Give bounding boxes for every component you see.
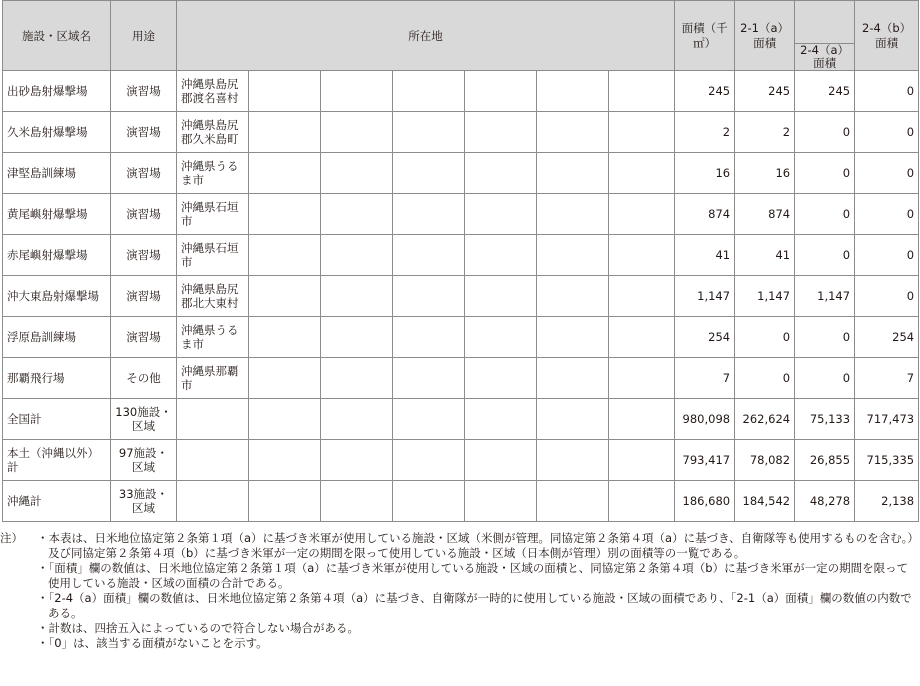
facility-location: 沖縄県島尻郡渡名喜村 [177, 71, 249, 112]
location-blank-cell [465, 481, 537, 522]
location-blank-cell [321, 440, 393, 481]
location-blank-cell [609, 112, 675, 153]
total-row [3, 399, 919, 440]
table-row [3, 194, 919, 235]
facility-name: 久米島射爆撃場 [3, 112, 111, 153]
location-blank-cell [609, 358, 675, 399]
location-blank-cell [321, 235, 393, 276]
location-blank-cell [609, 71, 675, 112]
area-2-4b-cell: 715,335 [855, 440, 919, 481]
note-item: ・「面積」欄の数値は、日米地位協定第２条第１項（a）に基づき米軍が使用している施設・区域の面積と、同協定第２条第４項（b）に基づき米軍が一定の期間を限って使用している施設・区域の面積の合計である。 [37, 561, 909, 590]
location-blank-cell [465, 358, 537, 399]
table-row [3, 235, 919, 276]
table-row [3, 153, 919, 194]
area-cell: 1,147 [675, 276, 735, 317]
total-name: 全国計 [3, 399, 111, 440]
facility-name: 那覇飛行場 [3, 358, 111, 399]
location-blank-cell [393, 317, 465, 358]
header-2-4a [795, 44, 855, 71]
total-count: 130施設・区域 [111, 399, 177, 440]
facility-use: 演習場 [111, 153, 177, 194]
location-blank-cell [609, 481, 675, 522]
location-blank-cell [609, 440, 675, 481]
header-2-4a-area: 面積 [813, 56, 837, 71]
facility-use: 演習場 [111, 317, 177, 358]
location-blank-cell [537, 153, 609, 194]
facility-use: 演習場 [111, 71, 177, 112]
location-blank-cell [249, 235, 321, 276]
total-row [3, 440, 919, 481]
facility-name: 黄尾嶼射爆撃場 [3, 194, 111, 235]
location-blank-cell [609, 399, 675, 440]
area-2-4a-cell: 48,278 [795, 481, 855, 522]
table-body [3, 71, 919, 522]
location-blank-cell [321, 112, 393, 153]
note-item: ・「0」は、該当する面積がないことを示す。 [37, 636, 268, 650]
location-blank-cell [249, 112, 321, 153]
area-2-1a-cell: 262,624 [735, 399, 795, 440]
notes [0, 531, 918, 651]
location-blank-cell [537, 440, 609, 481]
area-cell: 245 [675, 71, 735, 112]
header-2-1a-area: 面積 [753, 35, 777, 50]
location-blank-cell [321, 317, 393, 358]
location-blank-cell [321, 399, 393, 440]
location-blank-cell [609, 194, 675, 235]
area-cell: 793,417 [675, 440, 735, 481]
location-blank-cell [321, 481, 393, 522]
area-cell: 16 [675, 153, 735, 194]
area-2-4b-cell: 717,473 [855, 399, 919, 440]
location-blank-cell [537, 112, 609, 153]
location-blank-cell [537, 235, 609, 276]
facility-use: 演習場 [111, 112, 177, 153]
area-cell: 41 [675, 235, 735, 276]
facility-location: 沖縄県那覇市 [177, 358, 249, 399]
area-cell: 980,098 [675, 399, 735, 440]
location-blank-cell [609, 153, 675, 194]
location-blank-cell [177, 440, 249, 481]
location-blank-cell [393, 399, 465, 440]
location-blank-cell [393, 112, 465, 153]
location-blank-cell [393, 276, 465, 317]
area-2-4a-cell: 75,133 [795, 399, 855, 440]
area-2-1a-cell: 2 [735, 112, 795, 153]
area-2-4a-cell: 0 [795, 317, 855, 358]
location-blank-cell [321, 276, 393, 317]
facility-location: 沖縄県うるま市 [177, 153, 249, 194]
location-blank-cell [393, 153, 465, 194]
header-2-1a [735, 1, 795, 71]
header-2-4a-label: 2-4（a） [800, 43, 849, 57]
facility-name: 出砂島射爆撃場 [3, 71, 111, 112]
area-2-4a-cell: 26,855 [795, 440, 855, 481]
area-2-1a-cell: 78,082 [735, 440, 795, 481]
facility-name: 赤尾嶼射爆撃場 [3, 235, 111, 276]
location-blank-cell [465, 317, 537, 358]
location-blank-cell [609, 276, 675, 317]
area-cell: 874 [675, 194, 735, 235]
facility-name: 浮原島訓練場 [3, 317, 111, 358]
location-blank-cell [249, 440, 321, 481]
area-2-4a-cell: 0 [795, 235, 855, 276]
note-item: ・計数は、四捨五入によっているので符合しない場合がある。 [37, 621, 359, 635]
location-blank-cell [537, 317, 609, 358]
location-blank-cell [177, 481, 249, 522]
area-2-4a-cell: 0 [795, 358, 855, 399]
location-blank-cell [249, 399, 321, 440]
facility-area-table [2, 0, 919, 522]
area-2-1a-cell: 0 [735, 317, 795, 358]
area-2-4b-cell: 0 [855, 276, 919, 317]
note-item: ・本表は、日米地位協定第２条第１項（a）に基づき米軍が使用している施設・区域（米側が管理。同協定第２条第４項（a）に基づき、自衛隊等も使用するものを含む。）及び同協定第２条第４項（b）に基づき米軍が一定の期間を限って使用している施設・区域（日本側が管理）別の面積等の一覧である。 [37, 531, 914, 560]
location-blank-cell [393, 481, 465, 522]
area-2-4a-cell: 0 [795, 194, 855, 235]
facility-location: 沖縄県島尻郡久米島町 [177, 112, 249, 153]
area-2-1a-cell: 184,542 [735, 481, 795, 522]
area-2-1a-cell: 874 [735, 194, 795, 235]
area-2-4b-cell: 0 [855, 153, 919, 194]
area-2-1a-cell: 41 [735, 235, 795, 276]
location-blank-cell [321, 71, 393, 112]
area-2-1a-cell: 16 [735, 153, 795, 194]
location-blank-cell [321, 194, 393, 235]
facility-location: 沖縄県石垣市 [177, 194, 249, 235]
location-blank-cell [393, 71, 465, 112]
area-cell: 7 [675, 358, 735, 399]
location-blank-cell [249, 194, 321, 235]
note-item: ・「2-4（a）面積」欄の数値は、日米地位協定第２条第４項（a）に基づき、自衛隊が一時的に使用している施設・区域の面積であり、「2-1（a）面積」欄の数値の内数である。 [37, 591, 912, 620]
area-2-4b-cell: 0 [855, 194, 919, 235]
facility-location: 沖縄県島尻郡北大東村 [177, 276, 249, 317]
location-blank-cell [393, 358, 465, 399]
facility-name: 津堅島訓練場 [3, 153, 111, 194]
location-blank-cell [609, 235, 675, 276]
header-facility: 施設・区域名 [3, 1, 111, 71]
note-row [0, 531, 918, 651]
location-blank-cell [249, 276, 321, 317]
location-blank-cell [537, 276, 609, 317]
header-2-4b [855, 1, 919, 71]
area-2-4a-cell: 0 [795, 153, 855, 194]
location-blank-cell [537, 399, 609, 440]
table-row [3, 317, 919, 358]
facility-use: 演習場 [111, 194, 177, 235]
location-blank-cell [321, 153, 393, 194]
location-blank-cell [537, 358, 609, 399]
location-blank-cell [465, 112, 537, 153]
location-blank-cell [537, 481, 609, 522]
location-blank-cell [249, 317, 321, 358]
header-2-4a-top [795, 1, 855, 44]
area-cell: 2 [675, 112, 735, 153]
area-2-4b-cell: 0 [855, 112, 919, 153]
header-2-4b-area: 面積 [875, 35, 899, 50]
location-blank-cell [465, 399, 537, 440]
total-name: 沖縄計 [3, 481, 111, 522]
table-row [3, 358, 919, 399]
total-count: 97施設・区域 [111, 440, 177, 481]
table-header [3, 1, 919, 71]
table-row [3, 112, 919, 153]
total-row [3, 481, 919, 522]
notes-lead: 注） [0, 531, 23, 545]
location-blank-cell [249, 481, 321, 522]
location-blank-cell [177, 399, 249, 440]
header-use: 用途 [111, 1, 177, 71]
location-blank-cell [321, 358, 393, 399]
header-location: 所在地 [177, 1, 675, 71]
location-blank-cell [393, 194, 465, 235]
area-cell: 186,680 [675, 481, 735, 522]
location-blank-cell [249, 153, 321, 194]
total-count: 33施設・区域 [111, 481, 177, 522]
total-name: 本土（沖縄以外）計 [3, 440, 111, 481]
location-blank-cell [465, 440, 537, 481]
facility-name: 沖大東島射爆撃場 [3, 276, 111, 317]
facility-use: その他 [111, 358, 177, 399]
location-blank-cell [537, 194, 609, 235]
location-blank-cell [465, 71, 537, 112]
location-blank-cell [249, 71, 321, 112]
area-2-1a-cell: 245 [735, 71, 795, 112]
table-row [3, 71, 919, 112]
facility-use: 演習場 [111, 276, 177, 317]
area-2-4b-cell: 7 [855, 358, 919, 399]
location-blank-cell [465, 194, 537, 235]
area-2-4a-cell: 0 [795, 112, 855, 153]
location-blank-cell [393, 235, 465, 276]
area-2-4b-cell: 0 [855, 235, 919, 276]
location-blank-cell [465, 276, 537, 317]
area-2-1a-cell: 1,147 [735, 276, 795, 317]
facility-location: 沖縄県石垣市 [177, 235, 249, 276]
header-area: 面積（千㎡） [675, 1, 735, 71]
location-blank-cell [465, 235, 537, 276]
header-2-1a-label: 2-1（a） [740, 21, 789, 36]
area-2-1a-cell: 0 [735, 358, 795, 399]
location-blank-cell [393, 440, 465, 481]
area-2-4b-cell: 0 [855, 71, 919, 112]
header-2-4b-label: 2-4（b） [862, 21, 912, 36]
area-2-4a-cell: 245 [795, 71, 855, 112]
facility-use: 演習場 [111, 235, 177, 276]
location-blank-cell [537, 71, 609, 112]
location-blank-cell [465, 153, 537, 194]
facility-location: 沖縄県うるま市 [177, 317, 249, 358]
location-blank-cell [249, 358, 321, 399]
area-cell: 254 [675, 317, 735, 358]
location-blank-cell [609, 317, 675, 358]
area-2-4b-cell: 254 [855, 317, 919, 358]
area-2-4b-cell: 2,138 [855, 481, 919, 522]
area-2-4a-cell: 1,147 [795, 276, 855, 317]
table-row [3, 276, 919, 317]
